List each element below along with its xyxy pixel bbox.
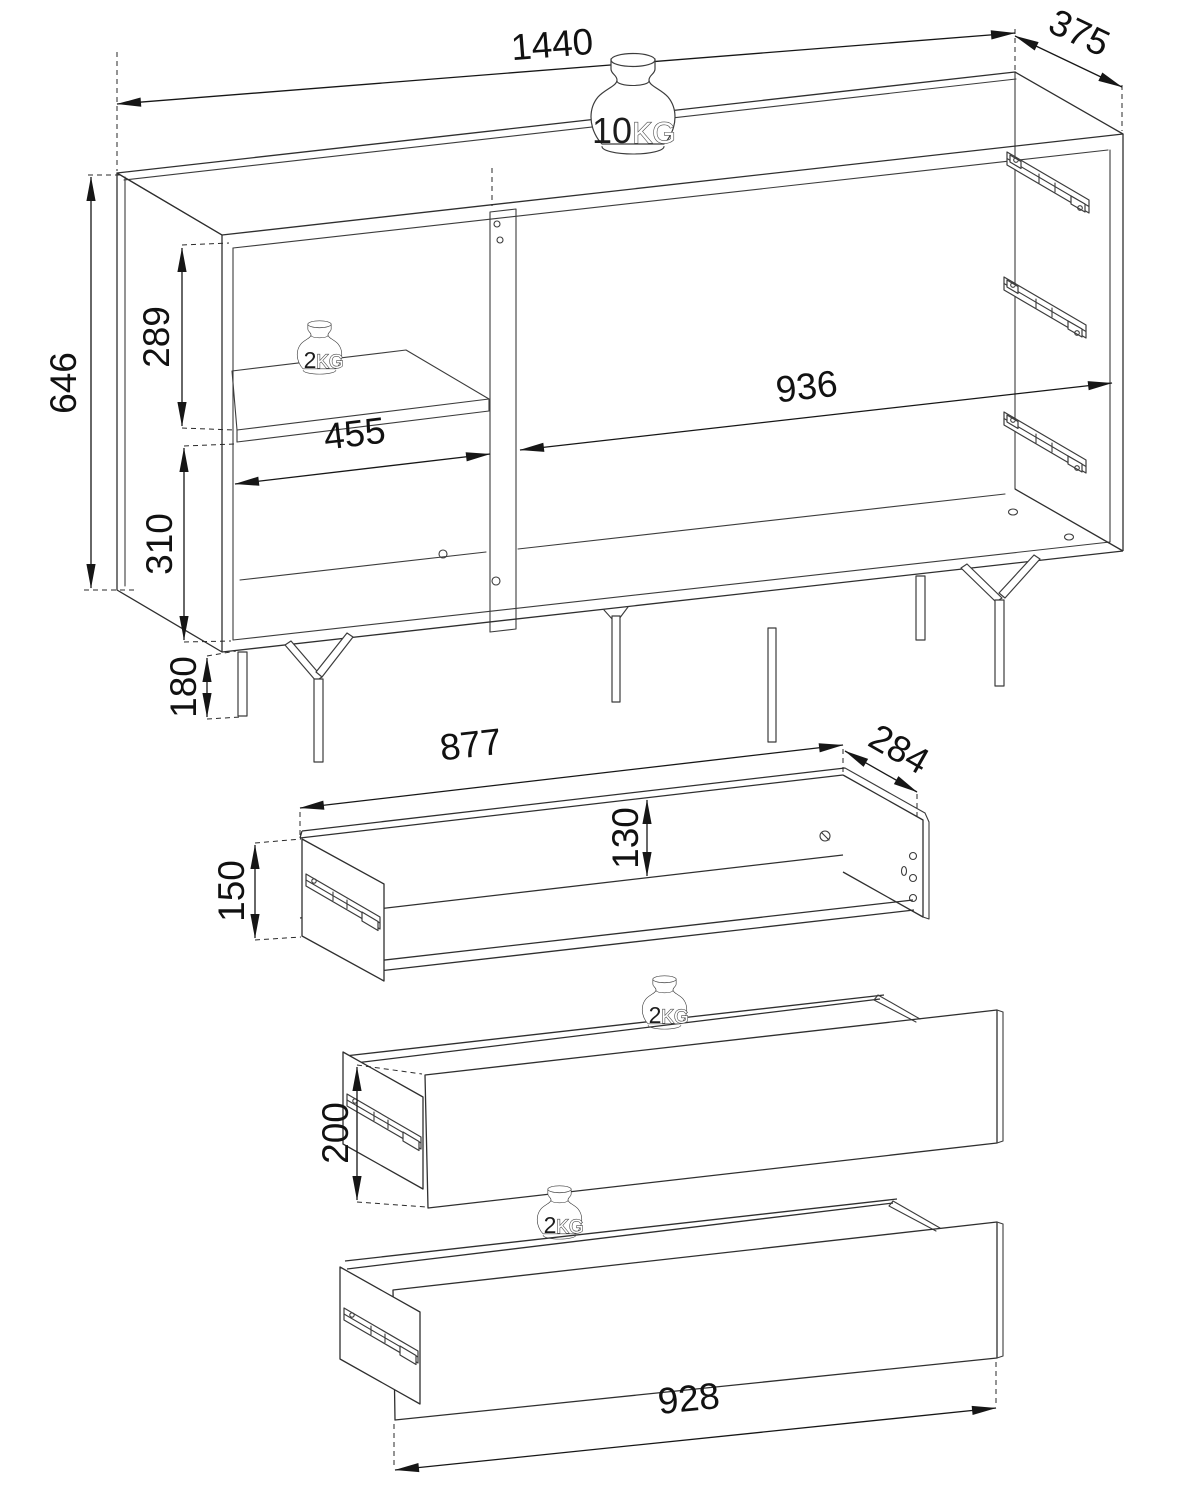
dim-label-drawer-small-width: 877 <box>437 720 504 769</box>
leg-straight-center <box>768 628 776 742</box>
leg-straight-left <box>238 652 247 716</box>
drawer-slide-rails <box>1004 152 1089 473</box>
weight-10kg-unit: KG <box>632 117 676 150</box>
weight-2kg-drawer-medium-value: 2 <box>648 1002 662 1028</box>
dim-label-drawer-small-side-height: 150 <box>211 860 252 922</box>
weight-2kg-shelf-value: 2 <box>303 347 317 373</box>
weight-10kg-icon <box>591 54 676 154</box>
drawer-small-box-lines <box>300 768 929 981</box>
leg-y-left <box>285 633 353 762</box>
dim-label-leg-height: 180 <box>163 656 204 718</box>
weight-2kg-drawer-large-icon <box>537 1186 583 1239</box>
dim-upper-compartment <box>136 168 492 430</box>
dim-label-lower-compartment: 310 <box>139 513 180 575</box>
weight-2kg-drawer-large-unit: KG <box>556 1217 584 1238</box>
dim-label-drawer-medium-front-height: 200 <box>315 1102 356 1164</box>
dim-label-left-compartment-width: 455 <box>321 409 388 458</box>
dim-drawer-large-front-width <box>394 1362 996 1470</box>
dim-label-cabinet-height: 646 <box>43 352 84 414</box>
weight-2kg-drawer-medium-icon <box>642 976 688 1029</box>
dim-cabinet-depth <box>1015 1 1122 131</box>
dim-label-cabinet-depth: 375 <box>1042 0 1117 65</box>
dim-left-compartment-width <box>235 410 490 484</box>
dim-label-drawer-compartment-width: 936 <box>773 362 840 411</box>
weight-2kg-drawer-medium-unit: KG <box>661 1007 689 1028</box>
leg-straight-right <box>916 576 925 640</box>
weight-2kg-drawer-large-value: 2 <box>543 1212 557 1238</box>
dim-label-drawer-small-depth: 284 <box>862 716 937 783</box>
leg-y-right <box>961 555 1040 686</box>
dim-drawer-small-depth <box>845 716 936 818</box>
weight-2kg-shelf-icon <box>297 321 343 374</box>
dim-label-upper-compartment: 289 <box>136 306 177 368</box>
cabinet-legs <box>238 555 1040 762</box>
dim-drawer-small-side-height <box>211 839 301 940</box>
cabinet-divider <box>490 209 516 632</box>
weight-2kg-shelf-unit: KG <box>316 352 344 373</box>
dim-label-drawer-small-back-height: 130 <box>605 807 646 869</box>
drawer-large-figure <box>340 1186 1003 1470</box>
drawer-medium-figure <box>315 976 1003 1208</box>
dim-label-cabinet-width: 1440 <box>509 20 595 69</box>
cabinet-carcass-outline <box>117 72 1123 652</box>
drawer-small-side-panel <box>302 839 384 981</box>
leg-straight-middle <box>604 607 628 702</box>
dim-cabinet-height <box>43 175 136 590</box>
cabinet-figure <box>43 1 1123 762</box>
dim-drawer-small-back-height <box>605 800 647 876</box>
dim-cabinet-width <box>117 21 1015 171</box>
dim-lower-compartment <box>139 444 234 642</box>
weight-10kg-value: 10 <box>591 110 633 151</box>
dim-leg-height <box>163 651 241 719</box>
cabinet-interior-lines <box>124 72 1110 640</box>
dim-label-drawer-large-front-width: 928 <box>655 1375 722 1423</box>
